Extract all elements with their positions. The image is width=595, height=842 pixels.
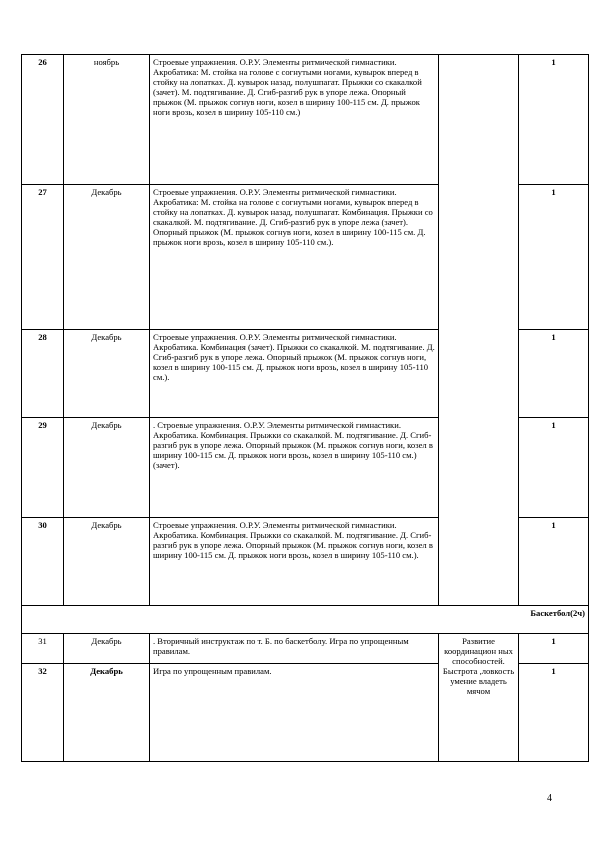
lesson-hours: 1: [519, 518, 589, 606]
lesson-number: 31: [22, 634, 64, 664]
section-title: Баскетбол(2ч): [22, 606, 589, 634]
table-row: [22, 55, 589, 185]
lesson-hours: 1: [519, 330, 589, 418]
lesson-content: Строевые упражнения. О.Р.У. Элементы ритмической гимнастики. Акробатика: М. стойка на голове с согнутыми ногами, кувырок вперед в стойку на лопатках. Д. кувырок назад, полушпагат. Прыжки со скакалкой (зачет). М. подтягивание. Д. Сгиб-разгиб рук в упоре лежа. Опорный прыжок (М. прыжок согнув ноги, козел в ширину 100-115 см. Д. прыжок ноги врозь, козел в ширину 105-110 см.): [150, 55, 439, 185]
lesson-content: Строевые упражнения. О.Р.У. Элементы ритмической гимнастики. Акробатика: М. стойка на голове с согнутыми ногами, кувырок вперед в стойку на лопатках. Д. кувырок назад, полушпагат. Комбинация. Прыжки со скакалкой. М. подтягивание. Д. Сгиб-разгиб рук в упоре лежа (зачет). Опорный прыжок (М. прыжок согнув ноги, козел в ширину 100-115 см. Д. прыжок ноги врозь, козел в ширину 105-110 см.).: [150, 185, 439, 330]
lesson-month: ноябрь: [64, 55, 150, 185]
lesson-number: 29: [22, 418, 64, 518]
skills-cell: Развитие координацион ных способностей. Быстрота ,ловкость умение владеть мячом: [439, 634, 519, 762]
lesson-content: Строевые упражнения. О.Р.У. Элементы ритмической гимнастики. Акробатика. Комбинация. Прыжки со скакалкой. М. подтягивание. Д. Сгиб-разгиб рук в упоре лежа. Опорный прыжок (М. прыжок согнув ноги, козел в ширину 100-115 см. Д. прыжок ноги врозь, козел в ширину 105-110 см.).: [150, 518, 439, 606]
lesson-month: Декабрь: [64, 664, 150, 762]
page-number: 4: [547, 793, 552, 804]
lesson-month: Декабрь: [64, 418, 150, 518]
lesson-hours: 1: [519, 55, 589, 185]
lesson-month: Декабрь: [64, 634, 150, 664]
lesson-hours: 1: [519, 634, 589, 664]
lesson-month: Декабрь: [64, 330, 150, 418]
lesson-content: . Вторичный инструктаж по т. Б. по баскетболу. Игра по упрощенным правилам.: [150, 634, 439, 664]
lesson-content: Игра по упрощенным правилам.: [150, 664, 439, 762]
lesson-content: Строевые упражнения. О.Р.У. Элементы ритмической гимнастики. Акробатика. Комбинация (зачет). Прыжки со скакалкой. М. подтягивание. Д. Сгиб-разгиб рук в упоре лежа. Опорный прыжок (М. прыжок согнув ноги, козел в ширину 100-115 см. Д. прыжок ноги врозь, козел в ширину 105-110 см.).: [150, 330, 439, 418]
table-row: [22, 634, 589, 664]
lesson-month: Декабрь: [64, 518, 150, 606]
lesson-plan-table: [21, 54, 589, 762]
lesson-number: 30: [22, 518, 64, 606]
lesson-hours: 1: [519, 418, 589, 518]
section-row: [22, 606, 589, 634]
lesson-hours: 1: [519, 185, 589, 330]
lesson-number: 27: [22, 185, 64, 330]
lesson-number: 32: [22, 664, 64, 762]
lesson-hours: 1: [519, 664, 589, 762]
lesson-content: . Строевые упражнения. О.Р.У. Элементы ритмической гимнастики. Акробатика. Комбинация. Прыжки со скакалкой. М. подтягивание. Д. Сгиб-разгиб рук в упоре лежа. Опорный прыжок (М. прыжок согнув ноги, козел в ширину 100-115 см. Д. прыжок ноги врозь, козел в ширину 105-110 см.) (зачет).: [150, 418, 439, 518]
empty-skills-cell: [439, 55, 519, 606]
lesson-number: 26: [22, 55, 64, 185]
lesson-month: Декабрь: [64, 185, 150, 330]
lesson-number: 28: [22, 330, 64, 418]
